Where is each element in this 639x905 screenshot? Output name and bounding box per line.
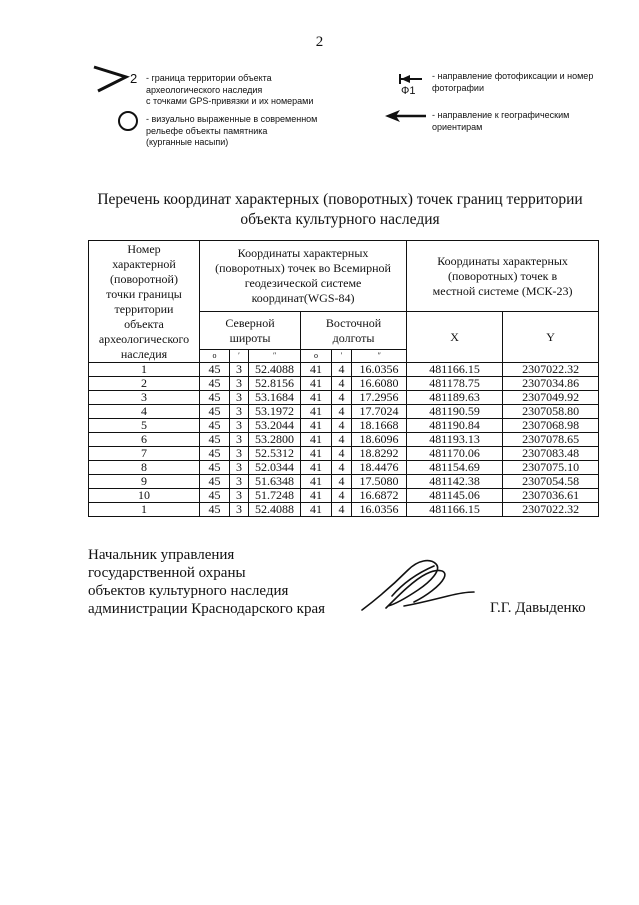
table-cell-x: 481190.59 [407, 405, 503, 419]
table-row [89, 405, 599, 419]
table-cell-lon-m: 4 [332, 475, 352, 489]
header-text: Координаты характерных [437, 253, 568, 268]
header-lon-minutes: ʹ [332, 350, 352, 363]
legend-geo-text [432, 110, 569, 133]
table-cell-lat-m: 3 [230, 461, 249, 475]
header-wgs84 [200, 241, 407, 312]
table-cell-lon-d: 41 [301, 377, 332, 391]
legend-text-line: - направление фотофиксации и номер [432, 71, 594, 81]
table-cell-lon-s: 16.6872 [352, 489, 407, 503]
table-cell-lat-m: 3 [230, 391, 249, 405]
legend-text-line: - визуально выраженные в современном [146, 114, 318, 124]
table-cell-n: 2 [89, 377, 200, 391]
table-cell-lat-s: 52.8156 [249, 377, 301, 391]
table-cell-lat-d: 45 [200, 419, 230, 433]
table-cell-x: 481166.15 [407, 363, 503, 377]
header-lon-degrees: о [301, 350, 332, 363]
table-cell-y: 2307049.92 [503, 391, 599, 405]
table-cell-lon-d: 41 [301, 433, 332, 447]
header-text: территории [114, 301, 174, 316]
mound-circle-icon [116, 109, 140, 133]
table-cell-y: 2307058.80 [503, 405, 599, 419]
table-cell-lon-s: 16.6080 [352, 377, 407, 391]
header-text: (поворотных) точек во Всемирной [215, 261, 391, 275]
header-text: археологического [98, 331, 190, 346]
header-east-longitude [301, 312, 407, 350]
table-cell-lat-s: 53.1684 [249, 391, 301, 405]
table-cell-lat-d: 45 [200, 447, 230, 461]
table-row [89, 377, 599, 391]
table-cell-lat-d: 45 [200, 503, 230, 517]
legend-mound-text [146, 114, 317, 149]
header-text: Восточной [325, 315, 382, 330]
position-line: администрации Краснодарского края [88, 601, 326, 617]
table-cell-lon-s: 17.5080 [352, 475, 407, 489]
table-cell-lon-d: 41 [301, 461, 332, 475]
table-cell-lon-d: 41 [301, 503, 332, 517]
table-cell-lon-m: 4 [332, 461, 352, 475]
table-cell-lon-m: 4 [332, 405, 352, 419]
header-text: Номер [127, 241, 161, 256]
legend-text-line: с точками GPS-привязки и их номерами [146, 96, 314, 106]
header-text: местной системе (МСК-23) [432, 283, 573, 298]
table-cell-y: 2307075.10 [503, 461, 599, 475]
legend-text-line: рельефе объекты памятника [146, 125, 268, 136]
coordinates-table [88, 240, 599, 517]
header-y: Y [503, 312, 599, 363]
header-text: Координаты характерных [237, 246, 369, 260]
header-text: долготы [332, 330, 375, 345]
table-cell-lon-d: 41 [301, 447, 332, 461]
table-cell-n: 6 [89, 433, 200, 447]
header-text: наследия [120, 346, 168, 361]
legend-text-line: археологического наследия [146, 84, 263, 95]
table-row [89, 447, 599, 461]
table-cell-lat-m: 3 [230, 363, 249, 377]
position-line: государственной охраны [88, 565, 246, 581]
legend-photo-text [432, 71, 593, 94]
header-text: координат(WGS-84) [251, 291, 355, 305]
header-text: точки границы [106, 286, 182, 301]
header-lat-minutes: ʹ [230, 350, 249, 363]
table-cell-lon-m: 4 [332, 447, 352, 461]
table-cell-lat-m: 3 [230, 447, 249, 461]
table-cell-lat-d: 45 [200, 433, 230, 447]
table-cell-lat-m: 3 [230, 433, 249, 447]
table-cell-n: 8 [89, 461, 200, 475]
table-cell-lat-m: 3 [230, 405, 249, 419]
page-number: 2 [315, 34, 324, 50]
table-cell-x: 481193.13 [407, 433, 503, 447]
table-cell-x: 481142.38 [407, 475, 503, 489]
table-cell-n: 5 [89, 419, 200, 433]
table-cell-n: 1 [89, 363, 200, 377]
signatory-position [88, 546, 325, 618]
table-cell-lon-m: 4 [332, 419, 352, 433]
table-cell-y: 2307022.32 [503, 503, 599, 517]
table-cell-lat-s: 52.5312 [249, 447, 301, 461]
table-cell-y: 2307036.61 [503, 489, 599, 503]
table-cell-x: 481190.84 [407, 419, 503, 433]
table-cell-lat-m: 3 [230, 377, 249, 391]
table-cell-n: 10 [89, 489, 200, 503]
table-cell-y: 2307083.48 [503, 447, 599, 461]
table-cell-y: 2307054.58 [503, 475, 599, 489]
header-lon-seconds: ʺ [352, 350, 407, 363]
table-cell-lon-m: 4 [332, 433, 352, 447]
table-cell-lat-s: 52.4088 [249, 503, 301, 517]
table-cell-lon-s: 17.7024 [352, 405, 407, 419]
header-point-number [89, 241, 200, 363]
table-cell-lat-s: 51.7248 [249, 489, 301, 503]
table-cell-lat-m: 3 [230, 503, 249, 517]
legend-text-line: - направление к географическим [432, 110, 570, 120]
table-cell-x: 481178.75 [407, 377, 503, 391]
header-text: (поворотной) [110, 271, 178, 286]
table-row [89, 503, 599, 517]
table-cell-lat-s: 52.4088 [249, 363, 301, 377]
title-line: Перечень координат характерных (поворотных) точек границ территории [97, 191, 583, 208]
header-text: объекта [124, 316, 164, 331]
table-cell-x: 481189.63 [407, 391, 503, 405]
boundary-vertex-marker: 2 [130, 71, 138, 86]
table-cell-y: 2307068.98 [503, 419, 599, 433]
table-cell-lon-m: 4 [332, 503, 352, 517]
table-cell-n: 3 [89, 391, 200, 405]
table-cell-lat-s: 52.0344 [249, 461, 301, 475]
table-cell-lon-s: 18.8292 [352, 447, 407, 461]
header-text: характерной [112, 256, 176, 271]
legend-text-line: ориентирам [432, 121, 483, 132]
table-cell-lon-m: 4 [332, 489, 352, 503]
table-cell-x: 481166.15 [407, 503, 503, 517]
table-cell-x: 481154.69 [407, 461, 503, 475]
table-row [89, 391, 599, 405]
title-line: объекта культурного наследия [240, 211, 440, 228]
table-cell-lon-m: 4 [332, 363, 352, 377]
table-row [89, 461, 599, 475]
table-row [89, 475, 599, 489]
table-cell-lon-m: 4 [332, 391, 352, 405]
table-cell-y: 2307078.65 [503, 433, 599, 447]
table-cell-lat-d: 45 [200, 391, 230, 405]
photo-direction-marker: Ф1 [401, 85, 416, 97]
header-text: широты [229, 330, 271, 345]
table-cell-lon-s: 16.0356 [352, 503, 407, 517]
geo-direction-arrow-icon [384, 109, 428, 123]
header-lat-degrees: о [200, 350, 230, 363]
header-north-latitude [200, 312, 301, 350]
table-cell-lon-m: 4 [332, 377, 352, 391]
table-cell-y: 2307022.32 [503, 363, 599, 377]
table-cell-lat-d: 45 [200, 475, 230, 489]
legend-text-line: (курганные насыпи) [146, 137, 229, 147]
handwritten-signature-icon [356, 556, 476, 616]
table-cell-lon-d: 41 [301, 405, 332, 419]
header-text: (поворотных) точек в [447, 268, 558, 283]
table-cell-lon-d: 41 [301, 391, 332, 405]
table-cell-x: 481170.06 [407, 447, 503, 461]
table-cell-lon-d: 41 [301, 363, 332, 377]
table-cell-lon-s: 18.1668 [352, 419, 407, 433]
table-cell-n: 9 [89, 475, 200, 489]
document-title [60, 190, 620, 230]
header-text: Северной [225, 315, 275, 330]
table-row [89, 489, 599, 503]
header-lat-seconds: ʺ [249, 350, 301, 363]
table-cell-lat-m: 3 [230, 489, 249, 503]
table-cell-lat-s: 51.6348 [249, 475, 301, 489]
header-text: геодезической системе [244, 276, 362, 290]
legend-boundary-text [146, 73, 313, 108]
table-cell-lon-s: 16.0356 [352, 363, 407, 377]
table-row [89, 433, 599, 447]
table-cell-lat-m: 3 [230, 475, 249, 489]
table-cell-lat-d: 45 [200, 461, 230, 475]
table-cell-lat-m: 3 [230, 419, 249, 433]
table-cell-lat-d: 45 [200, 377, 230, 391]
table-cell-lat-d: 45 [200, 363, 230, 377]
table-cell-lon-d: 41 [301, 419, 332, 433]
table-cell-lon-s: 18.4476 [352, 461, 407, 475]
header-x: X [407, 312, 503, 363]
table-cell-lon-s: 17.2956 [352, 391, 407, 405]
photo-direction-icon [396, 72, 426, 86]
position-line: объектов культурного наследия [88, 583, 289, 599]
table-row [89, 363, 599, 377]
table-cell-lat-s: 53.1972 [249, 405, 301, 419]
signatory-name: Г.Г. Давыденко [490, 600, 586, 616]
position-line: Начальник управления [88, 547, 235, 563]
table-cell-lon-d: 41 [301, 489, 332, 503]
header-msk23 [407, 241, 599, 312]
table-cell-x: 481145.06 [407, 489, 503, 503]
table-cell-y: 2307034.86 [503, 377, 599, 391]
table-cell-lat-s: 53.2800 [249, 433, 301, 447]
table-cell-lat-s: 53.2044 [249, 419, 301, 433]
table-cell-lat-d: 45 [200, 405, 230, 419]
table-cell-n: 4 [89, 405, 200, 419]
legend-text-line: - граница территории объекта [146, 73, 272, 83]
table-cell-n: 7 [89, 447, 200, 461]
table-cell-n: 1 [89, 503, 200, 517]
table-cell-lat-d: 45 [200, 489, 230, 503]
table-cell-lon-d: 41 [301, 475, 332, 489]
legend-text-line: фотографии [432, 82, 484, 93]
table-cell-lon-s: 18.6096 [352, 433, 407, 447]
table-row [89, 419, 599, 433]
